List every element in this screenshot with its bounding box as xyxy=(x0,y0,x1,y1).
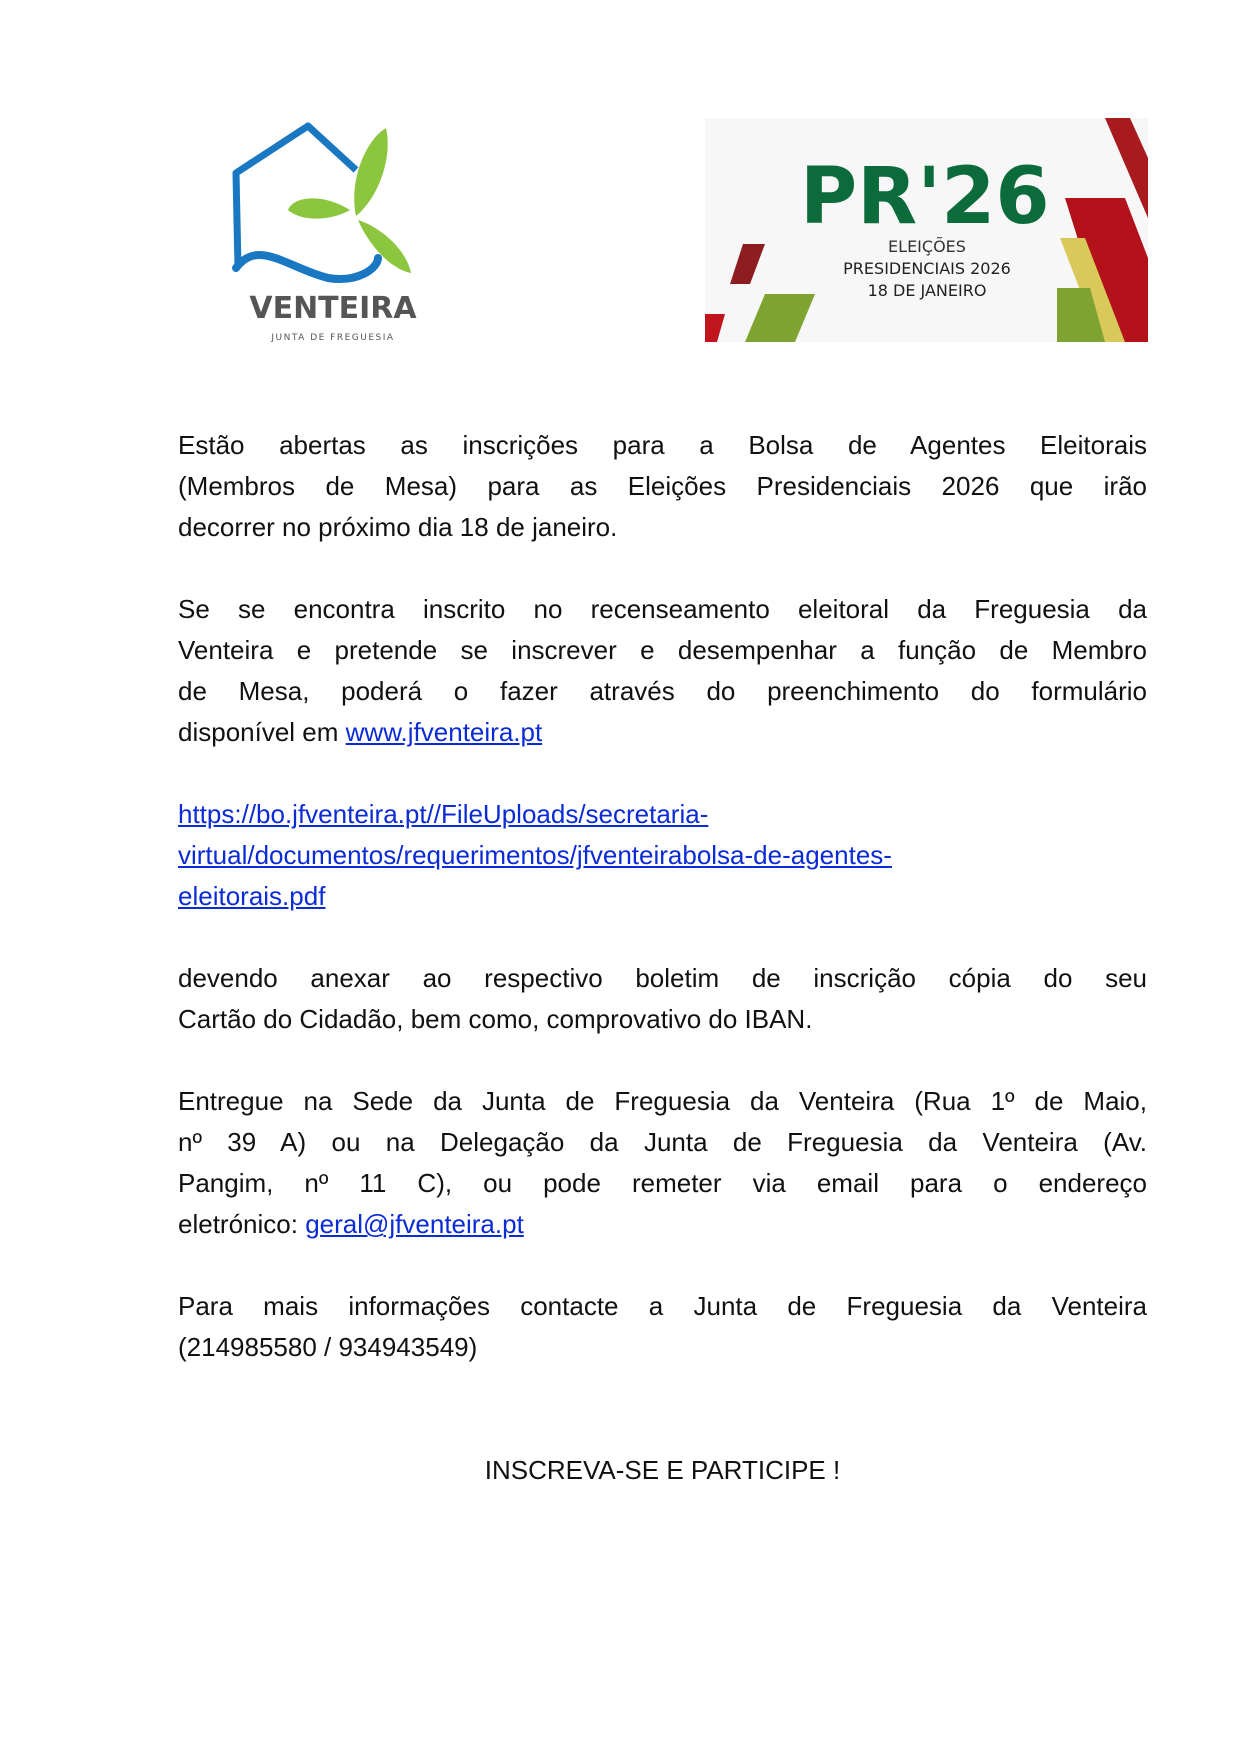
text-line xyxy=(178,712,1147,753)
form-pdf-link[interactable]: https://bo.jfventeira.pt//FileUploads/secretaria- xyxy=(178,799,709,829)
text-line: (Membros de Mesa) para as Eleições Presidenciais 2026 que irão xyxy=(178,471,1147,501)
pr26-logo xyxy=(705,118,1148,342)
paragraph-attachments xyxy=(178,958,1147,1040)
venteira-logo-name: VENTEIRA xyxy=(249,291,417,326)
text-line: Entregue na Sede da Junta de Freguesia da Venteira (Rua 1º de Maio, xyxy=(178,1086,1147,1116)
text-line xyxy=(178,1204,1147,1245)
text-line: Pangim, nº 11 C), ou pode remeter via email para o endereço xyxy=(178,1168,1147,1198)
paragraph-intro xyxy=(178,425,1147,548)
form-link-paragraph xyxy=(178,794,1147,917)
pr26-line1: ELEIÇÕES xyxy=(888,237,966,256)
text-line: Venteira e pretende se inscrever e desempenhar a função de Membro xyxy=(178,635,1147,665)
venteira-logo-subtitle: JUNTA DE FREGUESIA xyxy=(271,333,395,343)
website-link[interactable]: www.jfventeira.pt xyxy=(345,717,543,747)
document-body xyxy=(178,425,1147,1491)
paragraph-delivery xyxy=(178,1081,1147,1245)
closing-call: INSCREVA-SE E PARTICIPE ! xyxy=(484,1455,841,1485)
paragraph-registration xyxy=(178,589,1147,753)
text-line: de Mesa, poderá o fazer através do preenchimento do formulário xyxy=(178,676,1147,706)
text-line: nº 39 A) ou na Delegação da Junta de Freguesia da Venteira (Av. xyxy=(178,1127,1147,1157)
text-line: Cartão do Cidadão, bem como, comprovativo do IBAN. xyxy=(178,1004,813,1034)
paragraph-contacts xyxy=(178,1286,1147,1368)
text-line: (214985580 / 934943549) xyxy=(178,1332,478,1362)
text-line: Se se encontra inscrito no recenseamento eleitoral da Freguesia da xyxy=(178,594,1147,624)
pr26-line3: 18 DE JANEIRO xyxy=(867,281,987,300)
form-pdf-link[interactable]: virtual/documentos/requerimentos/jfventeirabolsa-de-agentes- xyxy=(178,840,892,870)
text-line: Estão abertas as inscrições para a Bolsa de Agentes Eleitorais xyxy=(178,430,1147,460)
text-line: devendo anexar ao respectivo boletim de inscrição cópia do seu xyxy=(178,963,1147,993)
email-link[interactable]: geral@jfventeira.pt xyxy=(305,1209,524,1239)
text-line: decorrer no próximo dia 18 de janeiro. xyxy=(178,512,618,542)
form-pdf-link[interactable]: eleitorais.pdf xyxy=(178,881,326,911)
text-fragment: eletrónico: xyxy=(178,1209,306,1239)
pr26-line2: PRESIDENCIAIS 2026 xyxy=(843,259,1011,278)
text-fragment: disponível em xyxy=(178,717,346,747)
text-line: Para mais informações contacte a Junta de Freguesia da Venteira xyxy=(178,1291,1147,1321)
pr26-mark: PR'26 xyxy=(800,152,1050,242)
venteira-logo xyxy=(228,118,438,350)
